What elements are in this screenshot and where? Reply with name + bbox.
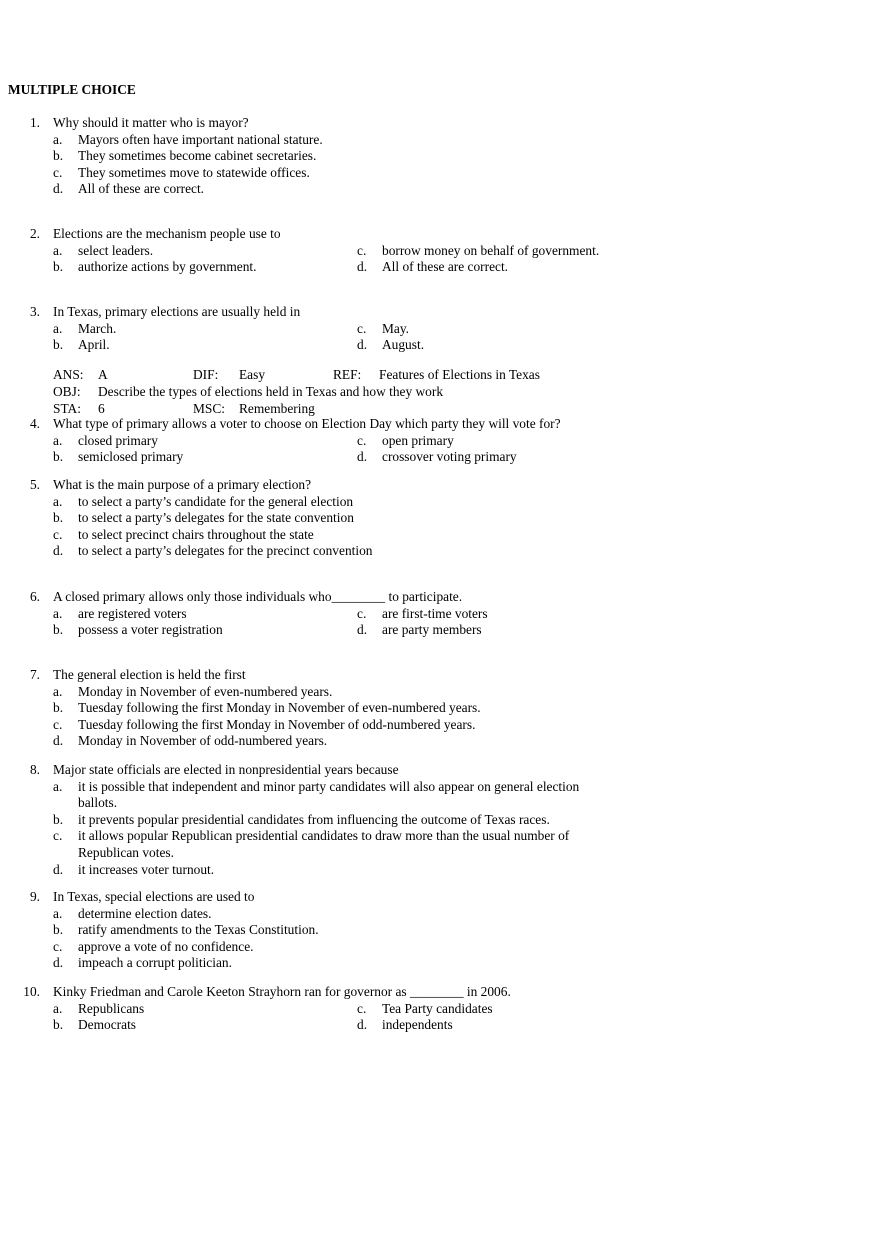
option-c-continued: Republican votes.	[78, 844, 174, 860]
dif-label: DIF:	[193, 366, 219, 382]
option-c: c. They sometimes move to statewide offices.	[53, 164, 310, 180]
option-a: a. Mayors often have important national stature.	[53, 131, 323, 147]
ref-label: REF:	[333, 366, 362, 382]
option-a-text: select leaders.	[78, 242, 154, 258]
option-c-text: are first-time voters	[382, 605, 488, 621]
question-number: 4.	[29, 416, 40, 431]
option-a-text: Republicans	[78, 1000, 145, 1016]
option-d: d. All of these are correct.	[53, 181, 205, 197]
option-a: a. to select a party’s candidate for the general election	[53, 493, 354, 509]
question-6	[0, 589, 880, 639]
option-a: a. determine election dates.	[53, 905, 212, 921]
option-c: c. approve a vote of no confidence.	[53, 938, 254, 954]
option-a-continued: ballots.	[78, 795, 118, 811]
question-stem: What is the main purpose of a primary election?	[53, 477, 312, 492]
question-number: 1.	[29, 115, 40, 130]
question-stem: Kinky Friedman and Carole Keeton Strayhorn ran for governor as ________ in 2006.	[53, 984, 511, 999]
obj-value: Describe the types of elections held in Texas and how they work	[98, 383, 444, 399]
option-b-text: possess a voter registration	[78, 622, 223, 638]
option-a: a. Monday in November of even-numbered years.	[53, 683, 333, 699]
question-stem: Major state officials are elected in nonpresidential years because	[53, 762, 399, 777]
question-stem: In Texas, primary elections are usually held in	[53, 304, 301, 319]
option-b-text: Democrats	[78, 1017, 137, 1033]
option-b-letter: b.	[53, 1017, 64, 1033]
msc-value: Remembering	[239, 400, 315, 416]
option-d-text: independents	[382, 1017, 453, 1033]
option-a-text: closed primary	[78, 432, 158, 448]
question-8	[0, 762, 880, 878]
question-number: 9.	[29, 889, 40, 904]
option-d-letter: d.	[357, 1017, 368, 1033]
option-c-letter: c.	[357, 242, 367, 258]
option-a-letter: a.	[53, 320, 63, 336]
option-d-text: August.	[382, 337, 425, 353]
ref-value: Features of Elections in Texas	[379, 366, 540, 382]
option-d-letter: d.	[357, 622, 368, 638]
option-c-letter: c.	[357, 605, 367, 621]
option-b-text: authorize actions by government.	[78, 259, 257, 275]
question-2	[0, 226, 880, 276]
question-10	[0, 984, 880, 1034]
option-b-text: April.	[78, 337, 110, 353]
option-d-letter: d.	[357, 449, 368, 465]
option-d-text: crossover voting primary	[382, 449, 517, 465]
option-a-text: are registered voters	[78, 605, 187, 621]
option-d-letter: d.	[357, 337, 368, 353]
option-c-letter: c.	[357, 320, 367, 336]
option-b-letter: b.	[53, 337, 64, 353]
option-c-text: Tea Party candidates	[382, 1000, 493, 1016]
question-5	[0, 477, 880, 560]
question-stem: Elections are the mechanism people use to	[53, 226, 281, 241]
question-1	[0, 115, 880, 198]
option-a-letter: a.	[53, 242, 63, 258]
option-c: c. Tuesday following the first Monday in November of odd-numbered years.	[53, 716, 476, 732]
option-d: d. impeach a corrupt politician.	[53, 955, 232, 971]
option-c: c. it allows popular Republican presidential candidates to draw more than the usual number of	[53, 828, 570, 844]
option-b: b. They sometimes become cabinet secretaries.	[53, 148, 317, 164]
option-c-text: open primary	[382, 432, 454, 448]
question-number: 2.	[29, 226, 40, 241]
question-3	[0, 304, 880, 417]
msc-label: MSC:	[193, 400, 226, 416]
option-c-letter: c.	[357, 1000, 367, 1016]
sta-label: STA:	[53, 400, 81, 416]
section-heading: MULTIPLE CHOICE	[8, 82, 136, 97]
option-b-text: semiclosed primary	[78, 449, 184, 465]
question-9	[0, 889, 880, 972]
option-d: d. to select a party’s delegates for the precinct convention	[53, 543, 373, 559]
answer-meta-row-2	[0, 383, 880, 400]
option-d-letter: d.	[357, 259, 368, 275]
obj-label: OBJ:	[53, 383, 81, 399]
question-number: 6.	[29, 589, 40, 604]
ans-label: ANS:	[53, 366, 84, 382]
option-b: b. it prevents popular presidential candidates from influencing the outcome of Texas races.	[53, 811, 550, 827]
question-4	[0, 416, 880, 466]
option-b-letter: b.	[53, 449, 64, 465]
question-7	[0, 667, 880, 750]
question-number: 8.	[29, 762, 40, 777]
dif-value: Easy	[239, 366, 266, 382]
option-d: d. Monday in November of odd-numbered years.	[53, 733, 328, 749]
option-c: c. to select precinct chairs throughout the state	[53, 526, 314, 542]
option-d-text: are party members	[382, 622, 482, 638]
question-number: 7.	[29, 667, 40, 682]
option-b-letter: b.	[53, 259, 64, 275]
question-stem: The general election is held the first	[53, 667, 246, 682]
question-stem: Why should it matter who is mayor?	[53, 115, 249, 130]
question-number: 3.	[29, 304, 40, 319]
option-a-letter: a.	[53, 432, 63, 448]
option-a-text: March.	[78, 320, 117, 336]
option-a-letter: a.	[53, 1000, 63, 1016]
option-c-letter: c.	[357, 432, 367, 448]
option-b-letter: b.	[53, 622, 64, 638]
option-d-text: All of these are correct.	[382, 259, 509, 275]
question-stem: In Texas, special elections are used to	[53, 889, 255, 904]
question-number: 5.	[29, 477, 40, 492]
question-number: 10.	[23, 984, 40, 999]
option-b: b. to select a party’s delegates for the state convention	[53, 510, 354, 526]
question-stem: A closed primary allows only those individuals who________ to participate.	[53, 589, 463, 604]
option-a-letter: a.	[53, 605, 63, 621]
sta-value: 6	[98, 400, 105, 416]
option-c-text: borrow money on behalf of government.	[382, 242, 600, 258]
question-stem: What type of primary allows a voter to choose on Election Day which party they will vote for?	[53, 416, 561, 431]
option-b: b. Tuesday following the first Monday in November of even-numbered years.	[53, 700, 481, 716]
answer-meta-row-3	[0, 400, 880, 417]
option-b: b. ratify amendments to the Texas Constitution.	[53, 922, 319, 938]
ans-value: A	[98, 366, 108, 382]
option-a: a. it is possible that independent and minor party candidates will also appear on general election	[53, 778, 580, 794]
option-d: d. it increases voter turnout.	[53, 861, 215, 877]
option-c-text: May.	[382, 320, 410, 336]
answer-meta-row-1	[0, 366, 880, 383]
